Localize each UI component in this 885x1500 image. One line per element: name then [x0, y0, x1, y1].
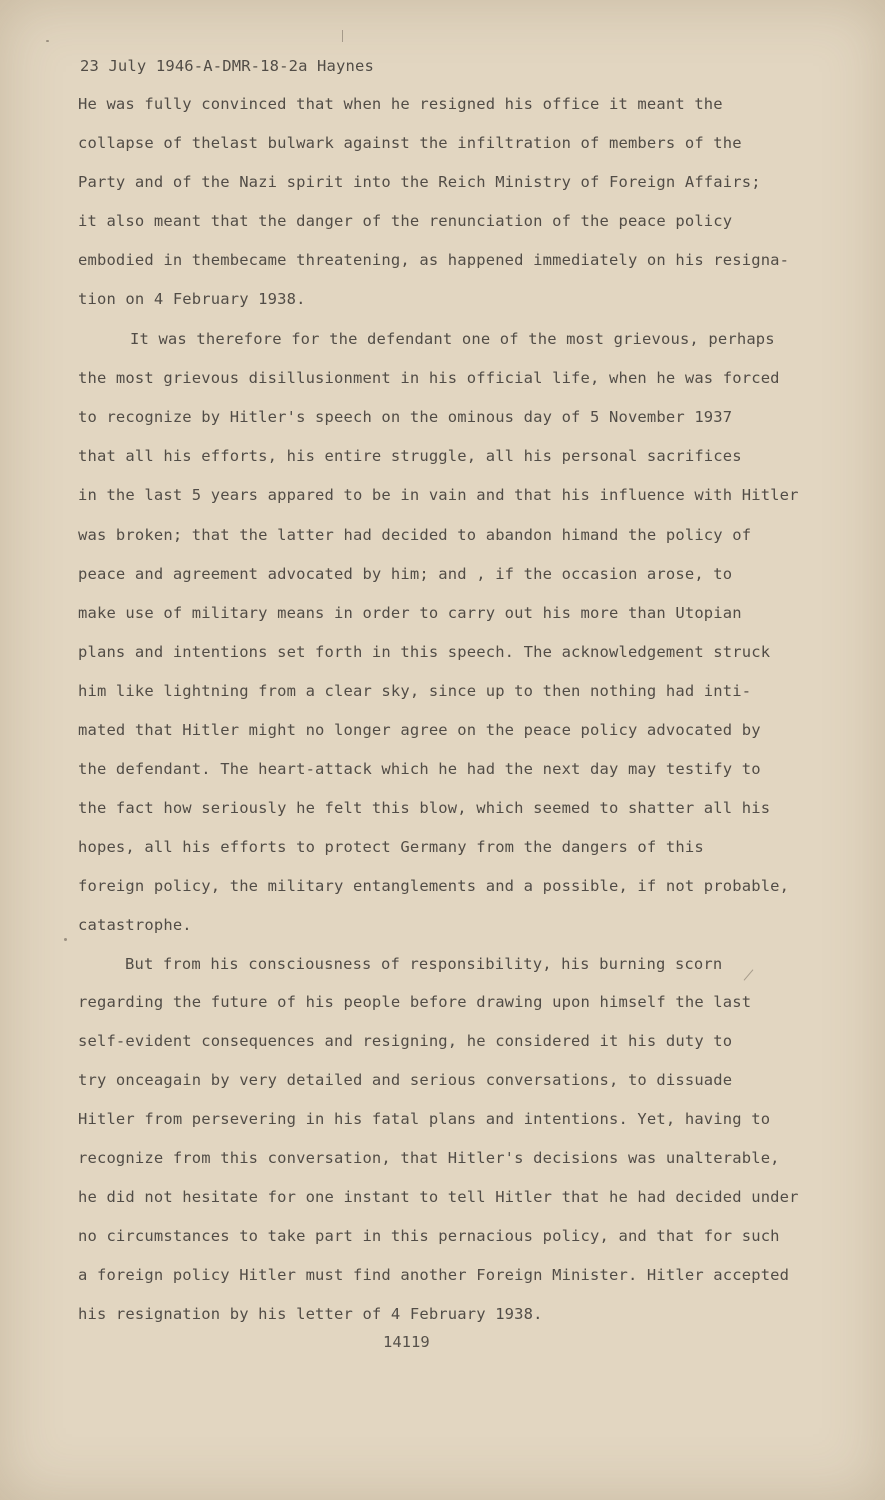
text-line: that all his efforts, his entire struggle, all his personal sacrifices — [78, 447, 742, 465]
text-line: peace and agreement advocated by him; and , if the occasion arose, to — [78, 565, 733, 583]
page-number: 14119 — [383, 1333, 430, 1351]
pencil-mark — [342, 30, 343, 42]
text-line: But from his consciousness of responsibility, his burning scorn — [125, 955, 723, 973]
text-line: make use of military means in order to carry out his more than Utopian — [78, 604, 742, 622]
text-line: foreign policy, the military entanglements and a possible, if not probable, — [78, 877, 790, 895]
pencil-mark — [744, 969, 754, 980]
text-line: him like lightning from a clear sky, since up to then nothing had inti- — [78, 682, 752, 700]
text-line: his resignation by his letter of 4 February 1938. — [78, 1305, 543, 1323]
text-line: it also meant that the danger of the renunciation of the peace policy — [78, 212, 733, 230]
text-line: self-evident consequences and resigning, he considered it his duty to — [78, 1032, 733, 1050]
text-line: he did not hesitate for one instant to tell Hitler that he had decided under — [78, 1188, 799, 1206]
text-line: embodied in thembecame threatening, as happened immediately on his resigna- — [78, 251, 790, 269]
text-line: hopes, all his efforts to protect Germany from the dangers of this — [78, 838, 704, 856]
text-line: regarding the future of his people before drawing upon himself the last — [78, 993, 752, 1011]
paper-speck — [64, 938, 67, 941]
text-line: no circumstances to take part in this pernacious policy, and that for such — [78, 1227, 780, 1245]
paper-speck — [46, 40, 49, 42]
text-line: a foreign policy Hitler must find another Foreign Minister. Hitler accepted — [78, 1266, 790, 1284]
text-line: in the last 5 years appared to be in vain and that his influence with Hitler — [78, 486, 799, 504]
text-line: recognize from this conversation, that Hitler's decisions was unalterable, — [78, 1149, 780, 1167]
text-line: Party and of the Nazi spirit into the Reich Ministry of Foreign Affairs; — [78, 173, 761, 191]
text-line: mated that Hitler might no longer agree on the peace policy advocated by — [78, 721, 761, 739]
text-line: to recognize by Hitler's speech on the ominous day of 5 November 1937 — [78, 408, 733, 426]
document-header: 23 July 1946-A-DMR-18-2a Haynes — [80, 57, 374, 75]
text-line: the fact how seriously he felt this blow, which seemed to shatter all his — [78, 799, 771, 817]
text-line: the most grievous disillusionment in his official life, when he was forced — [78, 369, 780, 387]
text-line: try onceagain by very detailed and serious conversations, to dissuade — [78, 1071, 733, 1089]
text-line: He was fully convinced that when he resigned his office it meant the — [78, 95, 723, 113]
text-line: collapse of thelast bulwark against the infiltration of members of the — [78, 134, 742, 152]
text-line: Hitler from persevering in his fatal plans and intentions. Yet, having to — [78, 1110, 771, 1128]
text-line: was broken; that the latter had decided to abandon himand the policy of — [78, 526, 752, 544]
text-line: tion on 4 February 1938. — [78, 290, 306, 308]
text-line: plans and intentions set forth in this speech. The acknowledgement struck — [78, 643, 771, 661]
text-line: the defendant. The heart-attack which he had the next day may testify to — [78, 760, 761, 778]
text-line: catastrophe. — [78, 916, 192, 934]
text-line: It was therefore for the defendant one of the most grievous, perhaps — [130, 330, 775, 348]
